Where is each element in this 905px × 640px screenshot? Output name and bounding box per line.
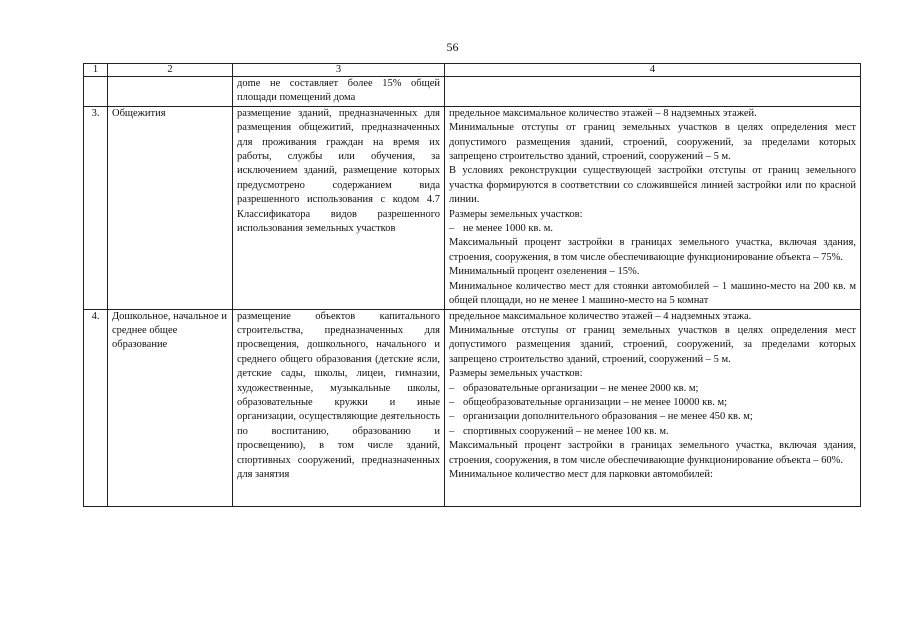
param-line: Размеры земельных участков: [449, 208, 583, 220]
use-type-name: Общежития [108, 106, 233, 309]
param-line: В условиях реконструкции существующей застройки отступы от границ земельного участка формируются в соответствии со сложившейся линией застройки или по красной линии. [449, 165, 856, 206]
cell-empty [108, 77, 233, 107]
param-line: Минимальное количество мест для стоянки автомобилей – 1 машино-место на 200 кв. м общей площади, но не менее 1 машино-место на 5 комнат [449, 280, 856, 307]
cell-empty [84, 77, 108, 107]
use-type-description: размещение зданий, предназначенных для размещения общежитий, предназначенных для проживания граждан на время их работы, службы или обучения, за исключением зданий, размещение которых предусмотрено содержанием вида разрешенного использования с кодом 4.7 Классификатора видов разрешенного использования земельных участков [233, 106, 445, 309]
use-type-description: размещение объектов капитального строительства, предназначенных для просвещения, дошкольного, начального и среднего общего образования (детские ясли, детские сады, школы, лицеи, гимназии, художественные, музыкальные школы, образовательные кружки и иные организации, осуществляющие деятельность по воспитанию, образованию и просвещению), в том числе зданий, спортивных сооружений, предназначенных для занятия [233, 309, 445, 506]
param-line: Максимальный процент застройки в границах земельного участка, включая здания, строения, сооружения, в том числе обеспечивающие функционирование объекта – 75%. [449, 237, 856, 263]
param-line: Минимальное количество мест для парковки автомобилей: [449, 468, 713, 480]
bullet-item: – общеобразовательные организации – не менее 10000 кв. м; [449, 396, 728, 408]
row-number: 4. [84, 309, 108, 506]
param-line: Минимальный процент озеленения – 15%. [449, 266, 640, 278]
bullet-item: – образовательные организации – не менее 2000 кв. м; [449, 382, 699, 394]
use-type-name: Дошкольное, начальное и среднее общее образование [108, 309, 233, 506]
table-row [84, 309, 861, 506]
param-line: Минимальные отступы от границ земельных участков в целях определения мест допустимого размещения зданий, строений, сооружений, за пределами которых запрещено строительство зданий, строений, сооружений – 5 м. [449, 122, 856, 163]
table-header-row [84, 64, 861, 77]
param-line: Размеры земельных участков: [449, 368, 583, 380]
param-line: Максимальный процент застройки в границах земельного участка, включая здания, строения, сооружения, в том числе обеспечивающие функционирование объекта – 60%. [449, 440, 856, 466]
zoning-table [83, 63, 861, 507]
row-number: 3. [84, 106, 108, 309]
table-row [84, 106, 861, 309]
continuation-description: дome не составляет более 15% общей площади помещений дома [233, 77, 445, 107]
column-header-1: 1 [84, 64, 108, 77]
param-line: Минимальные отступы от границ земельных участков в целях определения мест допустимого размещения зданий, строений, сооружений, за пределами которых запрещено строительство зданий, строений, сооружений – 5 м. [449, 324, 856, 365]
bullet-item: – не менее 1000 кв. м. [449, 223, 553, 235]
column-header-2: 2 [108, 64, 233, 77]
use-type-parameters [445, 309, 861, 506]
bullet-item: – спортивных сооружений – не менее 100 кв. м. [449, 425, 669, 437]
param-line: предельное максимальное количество этажей – 4 надземных этажа. [449, 310, 752, 322]
use-type-parameters [445, 106, 861, 309]
bullet-item: – организации дополнительного образования – не менее 450 кв. м; [449, 411, 753, 423]
page-number: 56 [446, 40, 459, 54]
continuation-row [84, 77, 861, 107]
cell-empty [445, 77, 861, 107]
column-header-4: 4 [445, 64, 861, 77]
param-line: предельное максимальное количество этажей – 8 надземных этажей. [449, 107, 757, 119]
column-header-3: 3 [233, 64, 445, 77]
